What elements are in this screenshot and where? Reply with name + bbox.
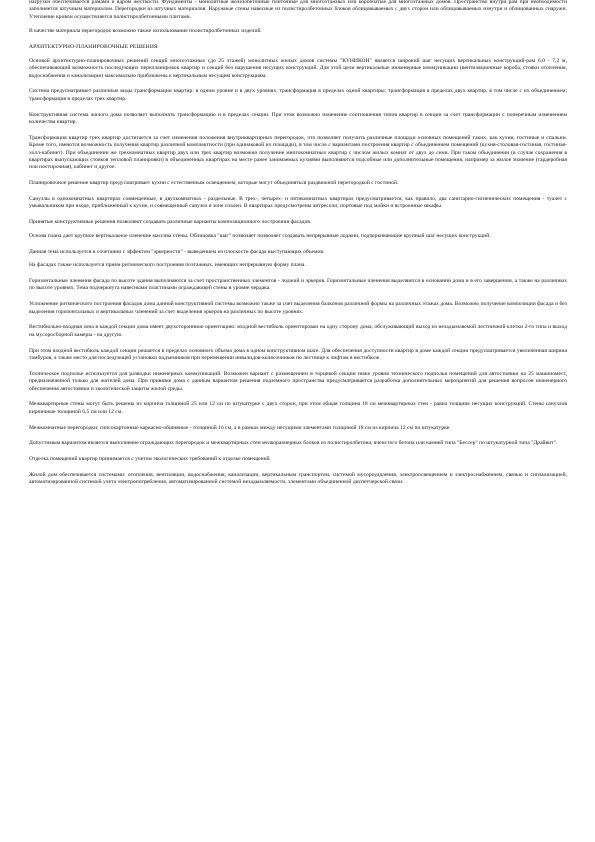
- paragraph-horizontal-divisions: Горизонтальные членения фасада по высоте здания выполняются за счет пространственных элементов - лоджий и эркеров. Горизонтальные членения выделяются в основании дома и в его завершении, а также на различных по высоте уровнях. Тема подчеркнута навесными пластинами ограждающей стены в уровне чердака.: [29, 278, 567, 292]
- paragraph-partition-materials: В качестве материала перегородок возможно также использование полистиролбетонных изделий.: [29, 27, 262, 34]
- paragraph-engineering-systems: Жилой дом обеспечивается системами: отопления, вентиляции, водоснабжения, канализации, вертикальным транспортом, системой мусороудаления, электроосвещением и электроснабжением, связью и сигнализацией, автоматизированной системой учета электропотребления, автоматизированной системой незадымляемости, элементами объединенной диспетчерской связи.: [29, 472, 567, 486]
- paragraph-transformation-method: Трансформация квартир трех квартир достигается за счет изменения положения внутриквартирных перегородок, что позволяет получить различные площади основных помещений таких, как кухни, гостиные и спальни. Кроме того, имеются возможность получения квартир различной комплектности (при одинаковой их площади), в том числе с вариантами построения квартир с объединением помещений (кухня-столовая-гостиная, гостиная-холл-кабинет). При объединении же трехкомнатных квартир двух или трех квартир возможно получение многокомнатных квартир с числом жилых комнат от двух до семи. При таком объединении (в случае сохранения в квартирах выпускающих стояков тепловой планировки) в объединенных квартирах на месте ранее занимаемых кухнями выполняются подсобные или дополнительные помещения, например за жилое значение (гардеробная или постирочная), кабинет и другое.: [29, 134, 567, 171]
- paragraph-transformation-types: Система предусматривает различные виды трансформации квартир: в одном уровне и в двух уровнях; трансформация в пределах одной квартиры; трансформация в пределах двух квартир, в том числе с их объединением; трансформация в пределах трех квартир.: [29, 88, 567, 102]
- paragraph-interapartment-walls: Межквартирные стены могут быть решены из кирпича толщиной 25 или 12 см по штукатурке с двух сторон, при этом общая толщина 18 см межквартирных стен - равна толщине несущих конструкций. Стены санузлов кирпичные толщиной 6,5 см или 12 см.: [29, 401, 567, 415]
- paragraph-planning-basis: Основой архитектурно-планировочных решений секций многоэтажных (до 25 этажей) монолитных жилых домов системы "КУНИКОН" является широкий шаг несущих вертикальных конструкций-рам 6,0 - 7,2 м, обеспечивающий возможность последующих перепланировок квартир и секций без нарушения несущих конструкций. Для этой цели вертикальные инженерные коммуникации (вентиляционные короба, стояки отопления, водоснабжения и канализации) максимально приближены к вертикальным несущим конструкциям.: [29, 57, 567, 79]
- paragraph-kitchen: Планировочное решение квартир предусматривает кухни с естественным освещением, которые могут объединяться раздвижной перегородкой с гостиной.: [29, 180, 399, 187]
- paragraph-section-transformation: Конструктивная система жилого дома позволяет выполнять трансформацию и в пределах секции. При этом возможно изменение соотношения типов квартир в секции за счет трансформации с поперечным изменением количества квартир.: [29, 111, 567, 126]
- paragraph-entrance-zone: Вестибюльно-входная зона в каждой секции дома имеет двухстороннюю ориентацию: входной вестибюль ориентирован на одну сторону дома, обслуживающий выход из незадымляемой лестничной клетки 2-го типа и выход на мусоросборной камеры - на другую.: [29, 324, 567, 338]
- paragraph-construction: нагрузки обеспечивается рамами и ядром жесткости. Фундаменты - монолитные железобетонные плиточные для многоэтажных или коробчатые для многоэтажных домов. Пространство внутри рам при необходимости заполняется штучным материалом. Перегородки из штучных материалов. Наружные стены навесные из полистиролбетонных блоков облицовываемых с двух сторон или облицовываемых изнутри и облицованных снаружи. Утепление кровли осуществляется полистиролбетонными плитами.: [29, 0, 567, 20]
- paragraph-bay-windows: Данная тема используется в сочетании с эффектом "эркерности" - выведением из плоскости фасада выступающих объемов.: [29, 248, 325, 255]
- paragraph-technical-basement: Техническое подполье используется для разводки инженерных коммуникаций. Возможен вариант с размещением в торцевой секции ниже уровня технического подполья помещений для автостоянки на 25 машиномест, предназначенной только для жителей дома. При привязке дома с данным вариантом решения подземного пространства предусматривается разработка дополнительных мероприятий для решения вопросов инженерного обеспечения автостоянки и экологической защиты жилой среды.: [29, 370, 567, 392]
- paragraph-alternative-materials: Допустимым вариантом является выполнение ограждающих перегородок и межквартирных стен мелкоразмерных блоков из полистиролбетона, ячеистого бетона или камней типа "Бессер" по штукатурной типа "Драйвит".: [29, 440, 558, 447]
- document-page: [29, 0, 567, 495]
- paragraph-finishing: Отделка помещений квартир принимается с учетом экологических требований к отделке помещений.: [29, 456, 272, 463]
- paragraph-plan-base: Основа плана дает крупное вертикальное членение массива стены. Облицовка "шаг" позволяет позволяет создавать непрерывные лоджии, подчеркивающие крупный шаг несущих конструкций.: [29, 232, 491, 239]
- paragraph-facade-options: Принятые конструктивные решения позволяют создавать различные варианты композиционного построения фасадов.: [29, 219, 312, 226]
- paragraph-rhythm-complexity: Усложнение ритмического построения фасадов дома данной конструктивной системы возможно также за счет выделения балконов различной формы на различных этажах дома. Возможно получение композиции фасада и без выделения горизонтальных и вертикальных членений за счет выделения эркеров на различных по высоте уровнях.: [29, 301, 567, 315]
- paragraph-bathrooms: Санузлы в однокомнатных квартирах совмещенные, в двухкомнатных - раздельные. В трех-, четырех- и пятикомнатных квартирах предусматривается, как правило, два санитарно-гигиенических помещения - туалет с умывальником при входе, приближенный к кухне, и совмещенный санузел в зоне спален. В квартирах предусмотрены антресоли, портовые под мойки и встроенные шкафы.: [29, 196, 567, 210]
- paragraph-interroom-partitions: Межкомнатные перегородки: гипсокартонные каркасно-обшивные - толщиной 16 см, а в рамках между несущими элементами толщиной 18 см из кирпича 12 см по штукатурке.: [29, 424, 451, 431]
- section-heading: АРХИТЕКТУРНО-ПЛАНИРОВОЧНЫЕ РЕШЕНИЯ: [29, 43, 158, 50]
- paragraph-vestibule: При этом входной вестибюль каждой секции решается в пределах основного объема дома в одном конструктивном шаге. Для обеспечения доступности квартир в доме каждой секции предусматривается увеличенная ширина тамбуров, а также место для последующей установки подъемников при перемещении инвалидов-колясочников по лестнице к лифтам в вестибюле.: [29, 347, 567, 362]
- paragraph-rhythm: На фасадах также используется прием ритмического построения поэтажных, имеющих непрерывную форму плана.: [29, 262, 306, 269]
